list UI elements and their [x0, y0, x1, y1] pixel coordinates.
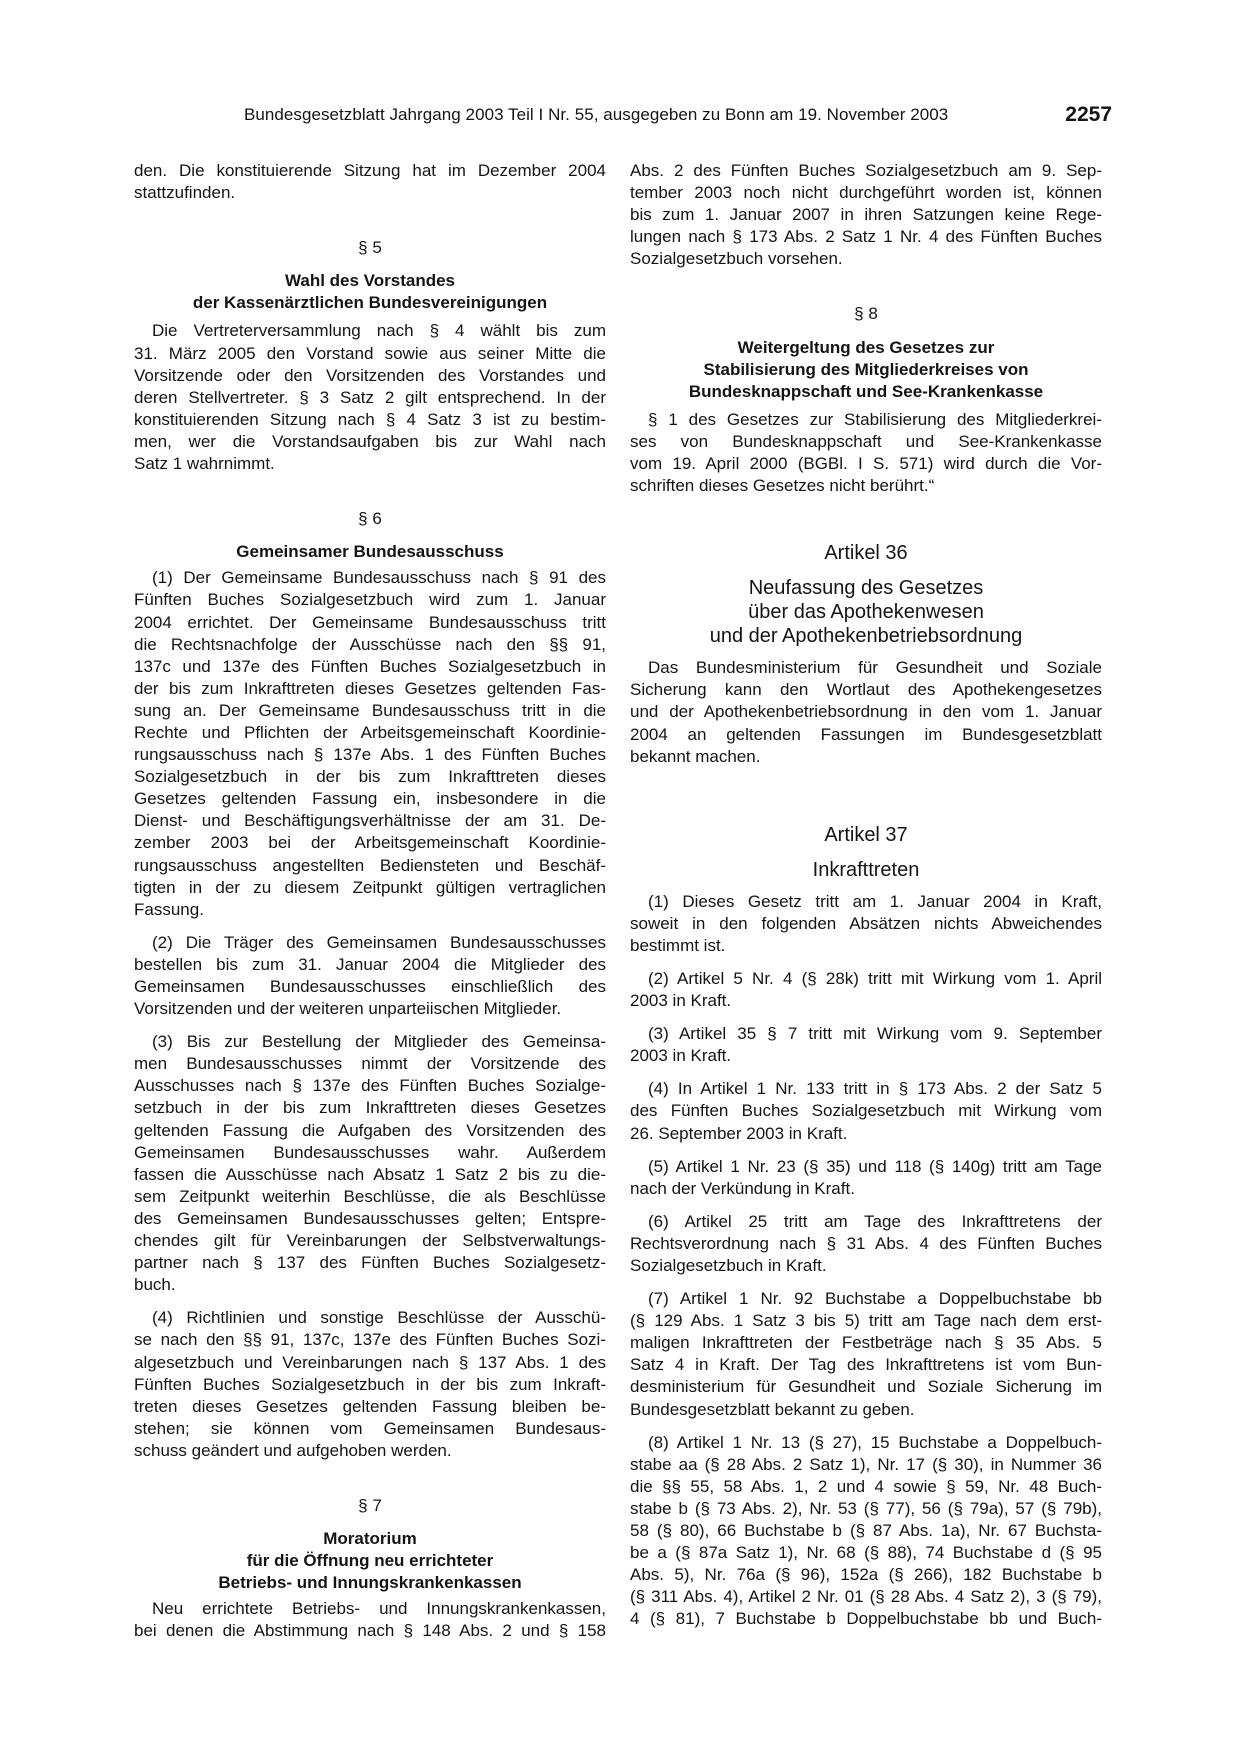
- text-line: (§ 129 Abs. 1 Satz 3 bis 5) tritt am Tage nach dem erst-: [630, 1311, 1102, 1331]
- article-36-heading: Artikel 36: [824, 542, 908, 565]
- text-line: men Bundesausschusses nimmt der Vorsitzende des: [134, 1054, 606, 1074]
- text-line: sem Zeitpunkt weiterhin Beschlüsse, die als Beschlüsse: [134, 1186, 606, 1206]
- text-line: die Rechtsnachfolge der Ausschüsse nach den §§ 91,: [134, 634, 606, 654]
- text-line: Dienst- und Beschäftigungsverhältnisse der am 31. De-: [134, 811, 606, 831]
- section-title: Weitergeltung des Gesetzes zur: [737, 337, 995, 357]
- text-line: se nach den §§ 91, 137c, 137e des Fünften Buches Sozi-: [134, 1330, 606, 1350]
- left-column: [134, 160, 606, 1643]
- text-line: (1) Dieses Gesetz tritt am 1. Januar 2004 in Kraft,: [648, 891, 1102, 911]
- text-line: Satz 4 in Kraft. Der Tag des Inkrafttretens ist vom Bun-: [630, 1355, 1102, 1375]
- text-line: des Gemeinsamen Bundesausschusses gelten; Entspre-: [134, 1208, 606, 1228]
- article-title: Neufassung des Gesetzes: [748, 577, 984, 600]
- text-line: Neu errichtete Betriebs- und Innungskrankenkassen,: [152, 1599, 606, 1619]
- text-line: setzbuch in der bis zum Inkrafttreten dieses Gesetzes: [134, 1098, 606, 1118]
- text-line: rungsausschuss angestellten Bediensteten und Beschäf-: [134, 855, 606, 875]
- section-number-7: § 7: [358, 1495, 382, 1515]
- text-line: algesetzbuch und Vereinbarungen nach § 137 Abs. 1 des: [134, 1352, 606, 1372]
- text-line: 58 (§ 80), 66 Buchstabe b (§ 87 Abs. 1a), Nr. 67 Buchsta-: [630, 1521, 1102, 1541]
- text-line: (§ 311 Abs. 4), Artikel 2 Nr. 01 (§ 28 Abs. 4 Satz 2), 3 (§ 79),: [630, 1587, 1102, 1607]
- text-line: Sozialgesetzbuch in der bis zum Inkrafttreten dieses: [134, 767, 606, 787]
- text-line: schuss geändert und aufgehoben werden.: [134, 1440, 452, 1460]
- text-line: Ausschusses nach § 137e des Fünften Buches Sozialge-: [134, 1076, 606, 1096]
- article-37-paragraph-4: [630, 1078, 1102, 1144]
- article-37-paragraph-7: [630, 1288, 1102, 1421]
- article-37-paragraph-8: [630, 1432, 1102, 1631]
- text-line: und der Apothekenbetriebsordnung in den vom 1. Januar: [630, 702, 1102, 722]
- text-line: treten dieses Gesetzes geltenden Fassung bleiben be-: [134, 1396, 606, 1416]
- section-5-paragraph: [134, 320, 606, 475]
- text-line: den. Die konstituierende Sitzung hat im Dezember 2004: [134, 161, 606, 180]
- text-line: soweit in den folgenden Absätzen nichts Abweichendes: [630, 913, 1102, 933]
- right-column: [630, 160, 1102, 1631]
- section-6-paragraph-1: [134, 567, 606, 921]
- text-line: (8) Artikel 1 Nr. 13 (§ 27), 15 Buchstabe a Doppelbuch-: [648, 1432, 1102, 1452]
- text-line: tember 2003 noch nicht durchgeführt worden ist, können: [630, 183, 1102, 203]
- text-line: (2) Die Träger des Gemeinsamen Bundesausschusses: [152, 932, 606, 952]
- text-line: bis zum 1. Januar 2007 in ihren Satzungen keine Rege-: [630, 205, 1102, 225]
- article-36-paragraph: [630, 657, 1102, 767]
- text-line: Sicherung kann den Wortlaut des Apothekengesetzes: [630, 680, 1102, 700]
- text-line: sung an. Der Gemeinsame Bundesausschuss tritt in die: [134, 700, 606, 720]
- text-line: fassen die Ausschüsse nach Absatz 1 Satz 2 bis zu die-: [134, 1164, 606, 1184]
- text-line: 31. März 2005 den Vorstand sowie aus seiner Mitte die: [134, 343, 606, 363]
- text-line: 2004 errichtet. Der Gemeinsame Bundesausschuss tritt: [134, 612, 606, 632]
- text-line: Vorsitzenden und der weiteren unparteiischen Mitglieder.: [134, 999, 562, 1019]
- text-line: 2003 in Kraft.: [630, 1046, 732, 1066]
- text-line: Sozialgesetzbuch in Kraft.: [630, 1256, 827, 1275]
- text-line: desministerium für Gesundheit und Soziale Sicherung im: [630, 1377, 1102, 1397]
- section-title: für die Öffnung neu errichteter: [246, 1551, 494, 1571]
- text-line: Gesetzes geltenden Fassung ein, insbesondere in die: [134, 789, 606, 809]
- text-line: Gemeinsamen Bundesausschusses einschließlich des: [134, 977, 606, 996]
- text-line: Fassung.: [134, 899, 204, 919]
- text-line: Rechtsverordnung nach § 31 Abs. 4 des Fünften Buches: [630, 1233, 1102, 1253]
- text-line: Satz 1 wahrnimmt.: [134, 454, 275, 474]
- text-line: die §§ 55, 58 Abs. 1, 2 und 4 sowie § 59, Nr. 48 Buch-: [630, 1476, 1102, 1496]
- text-line: nach der Verkündung in Kraft.: [630, 1178, 855, 1198]
- text-line: (3) Artikel 35 § 7 tritt mit Wirkung vom 9. September: [648, 1024, 1102, 1044]
- running-header: [132, 103, 1112, 131]
- text-line: rungsausschuss nach § 137e Abs. 1 des Fünften Buches: [134, 745, 606, 765]
- continuation-paragraph: [134, 160, 606, 204]
- text-line: 2003 in Kraft.: [630, 991, 732, 1011]
- text-line: Bundesgesetzblatt bekannt zu geben.: [630, 1399, 915, 1419]
- article-37-paragraph-1: [630, 891, 1102, 957]
- article-37-paragraph-3: [630, 1023, 1102, 1067]
- text-line: deren Stellvertreter. § 3 Satz 2 gilt entsprechend. In der: [134, 387, 606, 407]
- section-6-paragraph-3: [134, 1031, 606, 1296]
- section-number-5: § 5: [358, 238, 382, 258]
- text-line: Die Vertreterversammlung nach § 4 wählt bis zum: [152, 321, 606, 341]
- section-title: Bundesknappschaft und See-Krankenkasse: [688, 381, 1044, 401]
- text-line: maligen Inkrafttreten der Festbeträge nach § 35 Abs. 5: [630, 1333, 1102, 1353]
- text-line: § 1 des Gesetzes zur Stabilisierung des Mitgliederkrei-: [648, 409, 1102, 429]
- running-title: Bundesgesetzblatt Jahrgang 2003 Teil I Nr. 55, ausgegeben zu Bonn am 19. November 2003: [244, 105, 949, 124]
- page-number: 2257: [1065, 103, 1112, 126]
- text-line: zember 2003 bei der Arbeitsgemeinschaft Koordinie-: [134, 833, 606, 853]
- text-line: 2004 an geltenden Fassungen im Bundesgesetzblatt: [630, 724, 1102, 744]
- text-line: vom 19. April 2000 (BGBl. I S. 571) wird durch die Vor-: [630, 454, 1102, 474]
- section-title: Gemeinsamer Bundesausschuss: [236, 542, 504, 562]
- text-line: bekannt machen.: [630, 746, 761, 766]
- text-line: (3) Bis zur Bestellung der Mitglieder des Gemeinsa-: [152, 1032, 606, 1052]
- text-line: Abs. 2 des Fünften Buches Sozialgesetzbuch am 9. Sep-: [630, 161, 1102, 180]
- article-title: und der Apothekenbetriebsordnung: [709, 625, 1023, 648]
- text-line: be a (§ 87a Satz 1), Nr. 68 (§ 88), 74 Buchstabe d (§ 95: [630, 1543, 1102, 1563]
- section-title: Wahl des Vorstandes: [284, 271, 456, 291]
- text-line: Abs. 5), Nr. 76a (§ 96), 152a (§ 266), 182 Buchstabe b: [630, 1565, 1102, 1585]
- text-line: (4) In Artikel 1 Nr. 133 tritt in § 173 Abs. 2 der Satz 5: [648, 1079, 1102, 1099]
- text-line: (5) Artikel 1 Nr. 23 (§ 35) und 118 (§ 140g) tritt am Tage: [648, 1156, 1102, 1176]
- text-line: 4 (§ 81), 7 Buchstabe b Doppelbuchstabe bb und Buch-: [630, 1609, 1102, 1629]
- article-37-paragraph-6: [630, 1211, 1102, 1277]
- text-line: 26. September 2003 in Kraft.: [630, 1123, 848, 1143]
- text-line: (4) Richtlinien und sonstige Beschlüsse der Ausschü-: [152, 1308, 606, 1328]
- section-title: Betriebs- und Innungskrankenkassen: [218, 1573, 522, 1593]
- text-line: stabe aa (§ 28 Abs. 2 Satz 1), Nr. 17 (§ 30), in Nummer 36: [630, 1454, 1102, 1474]
- text-line: stehen; sie können vom Gemeinsamen Bundesaus-: [134, 1418, 606, 1438]
- text-line: bestimmt ist.: [630, 935, 726, 955]
- text-line: Das Bundesministerium für Gesundheit und Soziale: [648, 658, 1102, 678]
- section-6-paragraph-4: [134, 1307, 606, 1462]
- text-line: Fünften Buches Sozialgesetzbuch in der bis zum Inkraft-: [134, 1374, 606, 1394]
- text-line: (2) Artikel 5 Nr. 4 (§ 28k) tritt mit Wirkung vom 1. April: [648, 968, 1102, 988]
- section-number-8: § 8: [854, 304, 878, 324]
- text-line: (6) Artikel 25 tritt am Tage des Inkrafttretens der: [648, 1211, 1102, 1231]
- text-line: 137c und 137e des Fünften Buches Sozialgesetzbuch in: [134, 656, 606, 676]
- text-line: Fünften Buches Sozialgesetzbuch wird zum 1. Januar: [134, 590, 606, 610]
- article-37-paragraph-2: [630, 968, 1102, 1012]
- section-title: Stabilisierung des Mitgliederkreises von: [703, 359, 1029, 379]
- section-6-paragraph-2: [134, 932, 606, 1020]
- text-line: buch.: [134, 1275, 176, 1295]
- text-line: der bis zum Inkrafttreten dieses Gesetzes geltenden Fas-: [134, 678, 606, 698]
- article-title: Inkrafttreten: [812, 858, 920, 881]
- text-line: tigten in der zu diesem Zeitpunkt gültigen vertraglichen: [134, 877, 606, 897]
- text-line: partner nach § 137 des Fünften Buches Sozialgesetz-: [134, 1253, 606, 1273]
- continuation-paragraph: [630, 160, 1102, 270]
- text-line: chendes gilt für Vereinbarungen der Selbstverwaltungs-: [134, 1231, 606, 1251]
- article-37-heading: Artikel 37: [824, 823, 908, 846]
- text-line: geltenden Fassung die Aufgaben des Vorsitzenden des: [134, 1120, 606, 1140]
- section-title: der Kassenärztlichen Bundesvereinigungen: [192, 293, 548, 313]
- text-line: Rechte und Pflichten der Arbeitsgemeinschaft Koordinie-: [134, 722, 606, 742]
- text-line: des Fünften Buches Sozialgesetzbuch mit Wirkung vom: [630, 1101, 1102, 1121]
- text-line: Gemeinsamen Bundesausschusses wahr. Außerdem: [134, 1142, 606, 1162]
- article-title: über das Apothekenwesen: [748, 601, 984, 624]
- article-37-paragraph-5: [630, 1156, 1102, 1200]
- text-line: (1) Der Gemeinsame Bundesausschuss nach § 91 des: [152, 568, 606, 588]
- text-line: lungen nach § 173 Abs. 2 Satz 1 Nr. 4 des Fünften Buches: [630, 227, 1102, 247]
- text-line: konstituierenden Sitzung nach § 4 Satz 3 ist zu bestim-: [134, 409, 606, 429]
- text-line: schriften dieses Gesetzes nicht berührt.“: [630, 476, 935, 496]
- text-line: men, wer die Vorstandsaufgaben bis zur Wahl nach: [134, 431, 606, 451]
- text-line: stattzufinden.: [134, 183, 236, 203]
- section-7-paragraph: [134, 1598, 606, 1642]
- section-number-6: § 6: [358, 509, 382, 529]
- text-line: stabe b (§ 73 Abs. 2), Nr. 53 (§ 77), 56 (§ 79a), 57 (§ 79b),: [630, 1498, 1102, 1518]
- text-line: bei denen die Abstimmung nach § 148 Abs. 2 und § 158: [134, 1621, 606, 1641]
- text-line: ses von Bundesknappschaft und See-Krankenkasse: [630, 431, 1102, 451]
- section-title: Moratorium: [323, 1529, 417, 1549]
- text-line: (7) Artikel 1 Nr. 92 Buchstabe a Doppelbuchstabe bb: [648, 1289, 1102, 1309]
- text-line: Vorsitzende oder den Vorsitzenden des Vorstandes und: [134, 365, 606, 385]
- text-line: bestellen bis zum 31. Januar 2004 die Mitglieder des: [134, 954, 606, 974]
- text-line: Sozialgesetzbuch vorsehen.: [630, 249, 843, 269]
- section-8-paragraph: [630, 409, 1102, 497]
